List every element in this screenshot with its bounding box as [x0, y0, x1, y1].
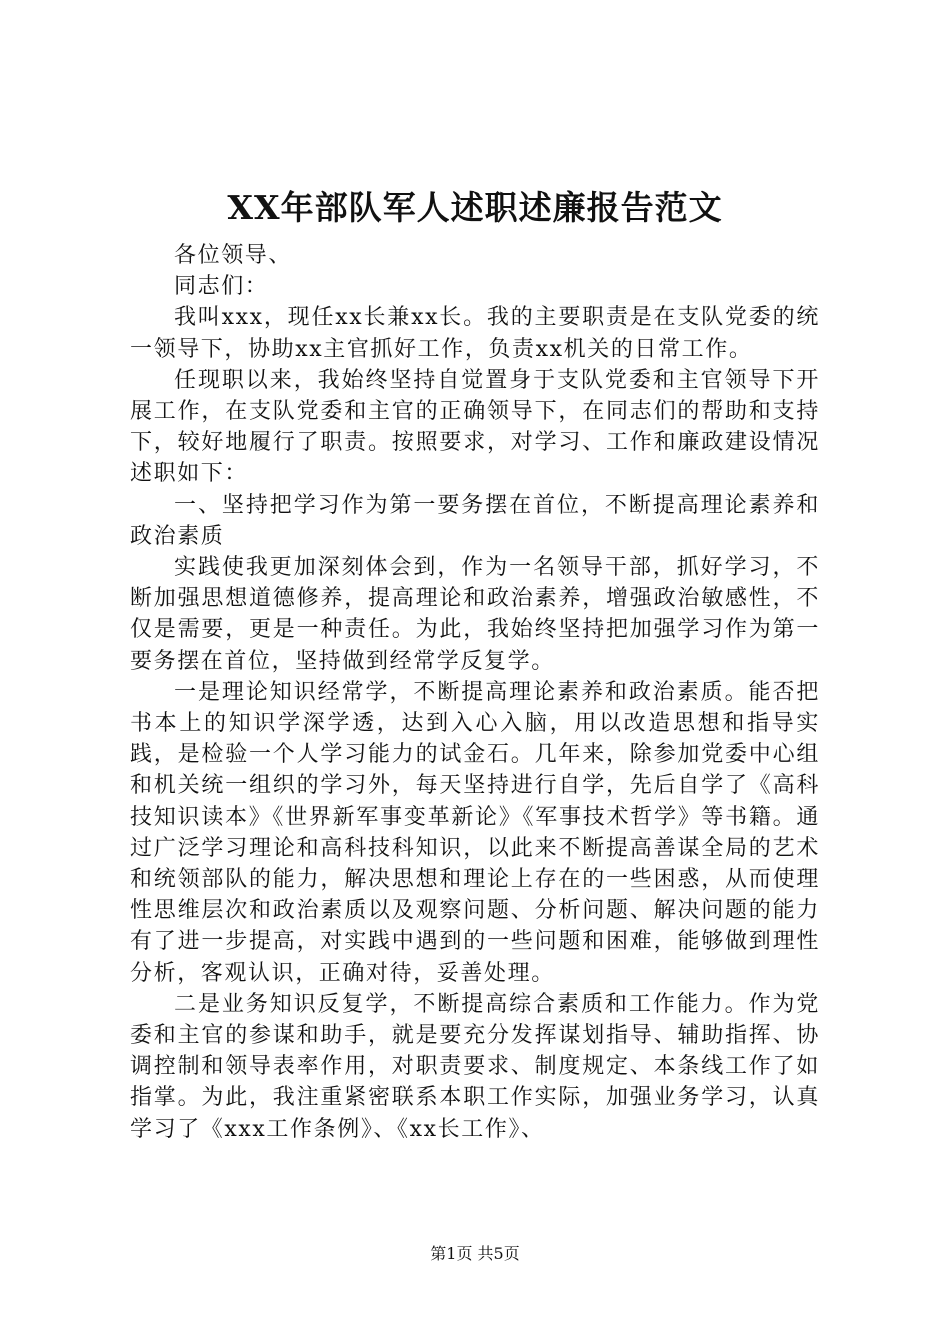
paragraph-introduction: 我叫xxx，现任xx长兼xx长。我的主要职责是在支队党委的统一领导下，协助xx主官抓好工作，负责xx机关的日常工作。 — [130, 305, 820, 362]
document-title: XX年部队军人述职述廉报告范文 — [227, 188, 723, 227]
page-footer: 第1页 共5页 — [430, 1244, 520, 1263]
document-body — [130, 240, 820, 1145]
section-heading-1: 一、坚持把学习作为第一要务摆在首位，不断提高理论素养和政治素质 — [130, 492, 820, 549]
paragraph-study-importance: 实践使我更加深刻体会到，作为一名领导干部，抓好学习，不断加强思想道德修养，提高理论和政治素养，增强政治敏感性，不仅是需要，更是一种责任。为此，我始终坚持把加强学习作为第一要务摆在首位，坚持做到经常学反复学。 — [130, 555, 820, 674]
paragraph-business-study: 二是业务知识反复学，不断提高综合素质和工作能力。作为党委和主官的参谋和助手，就是要充分发挥谋划指导、辅助指挥、协调控制和领导表率作用，对职责要求、制度规定、本条线工作了如指掌。为此，我注重紧密联系本职工作实际，加强业务学习，认真学习了《xxx工作条例》、《xx长工作》、 — [130, 991, 820, 1142]
paragraph-theory-study: 一是理论知识经常学，不断提高理论素养和政治素质。能否把书本上的知识学深学透，达到入心入脑，用以改造思想和指导实践，是检验一个人学习能力的试金石。几年来，除参加党委中心组和机关统一组织的学习外，每天坚持进行自学，先后自学了《高科技知识读本》《世界新军事变革新论》《军事技术哲学》等书籍。通过广泛学习理论和高科技科知识，以此来不断提高善谋全局的艺术和统领部队的能力，解决思想和理论上存在的一些困惑，从而使理性思维层次和政治素质以及观察问题、分析问题、解决问题的能力有了进一步提高，对实践中遇到的一些问题和困难，能够做到理性分析，客观认识，正确对待，妥善处理。 — [130, 679, 820, 986]
salutation-line-2: 同志们： — [174, 274, 269, 300]
paragraph-overview: 任现职以来，我始终坚持自觉置身于支队党委和主官领导下开展工作，在支队党委和主官的正确领导下，在同志们的帮助和支持下，较好地履行了职责。按照要求，对学习、工作和廉政建设情况述职如下： — [130, 367, 820, 487]
salutation-line-1: 各位领导、 — [174, 243, 293, 268]
